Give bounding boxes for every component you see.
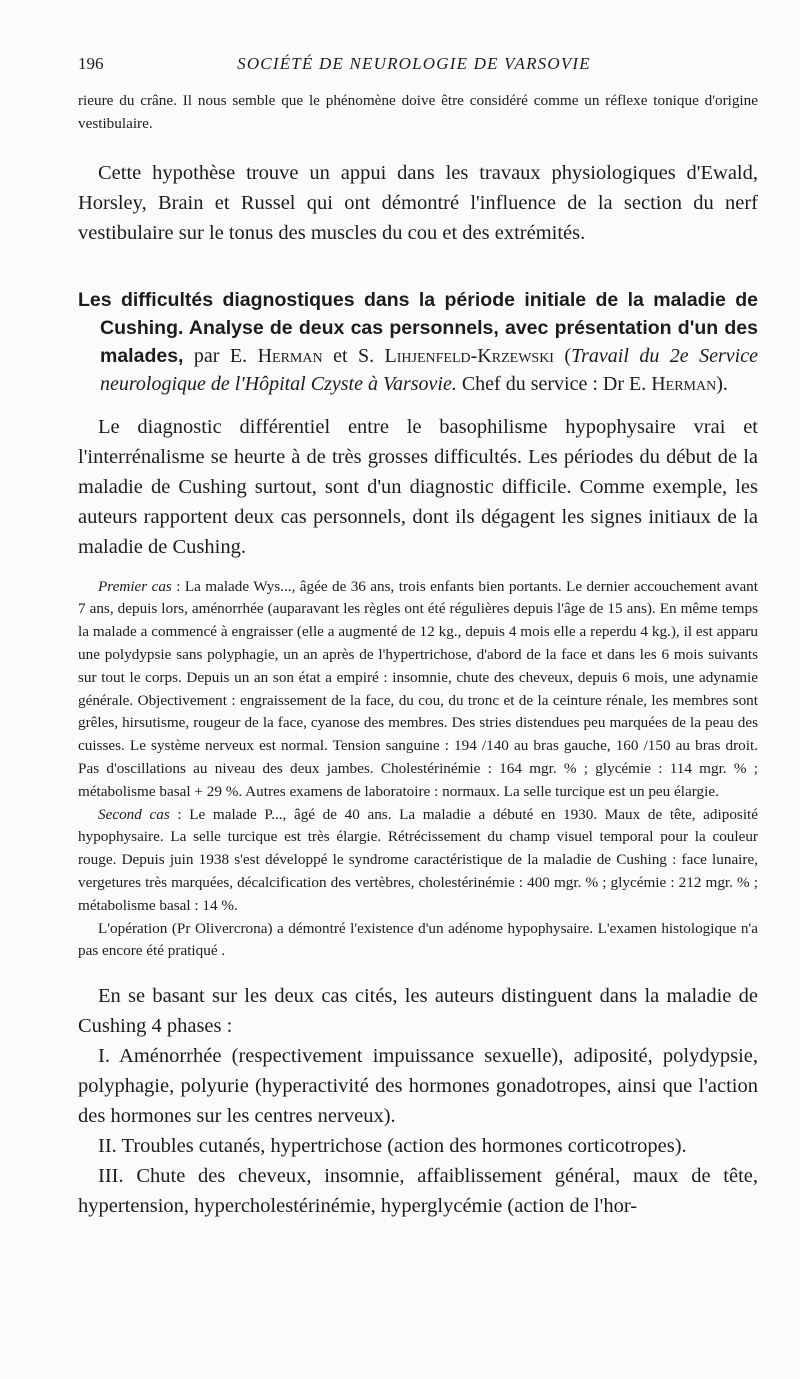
case-1 (78, 576, 758, 804)
case-1-text: : La malade Wys..., âgée de 36 ans, trois enfants bien portants. Le dernier accouchement avant 7 ans, depuis lors, aménorrhée (auparavant les règles ont été régulières depuis l'âge de 15 ans). En même temps la malade a commencé à engraisser (elle a augmenté de 12 kg., depuis 4 mois elle a reperdu 4 kg.), il est apparu une polydypsie sans polyphagie, un an après de l'hypertrichose, d'abord de la face et dans les 6 mois suivants sur tout le corps. Depuis un an son état a empiré : insomnie, chute des cheveux, depuis 6 mois, une adynamie générale. Objectivement : engraissement de la face, du cou, du tronc et de la ceinture rénale, les membres sont grêles, hirsutisme, rougeur de la face, cyanose des membres. Des stries distendues peu marquées de la peau des cuisses. Le système nerveux est normal. Tension sanguine : 194 /140 au bras gauche, 160 /150 au bras droit. Pas d'oscillations au niveau des deux jambes. Cholestérinémie : 164 mgr. % ; glycémie : 114 mgr. % ; métabolisme basal + 29 %. Autres examens de laboratoire : normaux. La selle turcique est un peu élargie. (78, 577, 759, 800)
section-close-paren: ). (716, 372, 728, 395)
case-2 (78, 804, 758, 918)
section-author-2: Lihjenfeld-Krzewski (384, 344, 554, 367)
section-par: par E. (183, 344, 258, 367)
operation-note: L'opération (Pr Olivercrona) a démontré l'existence d'un adénome hypophysaire. L'examen histologique n'a pas encore été pratiqué . (78, 919, 758, 960)
paragraph-phases-intro: En se basant sur les deux cas cités, les auteurs distinguent dans la maladie de Cushing 4 phases : (78, 985, 758, 1038)
section-affiliation: Travail du 2e Service neurologique de l'Hôpital Czyste à Varsovie. (100, 344, 758, 395)
page-body (78, 90, 758, 1221)
running-title: SOCIÉTÉ DE NEUROLOGIE DE VARSOVIE (237, 54, 591, 73)
page-number: 196 (78, 54, 104, 73)
page-header (78, 54, 750, 80)
case-2-text: : Le malade P..., âgé de 40 ans. La maladie a débuté en 1930. Maux de tête, adiposité hypophysaire. La selle turcique est très élargie. Rétrécissement du champ visuel temporal pour la couleur rouge. Depuis juin 1938 s'est développé le syndrome caractéristique de la maladie de Cushing : face lunaire, vergetures très marquées, décalcification des vertèbres, cholestérinémie : 400 mgr. % ; glycémie : 212 mgr. % ; métabolisme basal : 14 %. (78, 805, 759, 914)
phase-item: II. Troubles cutanés, hypertrichose (action des hormones corticotropes). (98, 1135, 687, 1158)
phase-item: I. Aménorrhée (respectivement impuissance sexuelle), adiposité, polydypsie, polyphagie, polyurie (hyperactivité des hormones gonadotropes, ainsi que l'action des hormones sur les centres nerveux). (78, 1045, 758, 1128)
paragraph-hypothesis: Cette hypothèse trouve un appui dans les travaux physiologiques d'Ewald, Horsley, Brain et Russel qui ont démontré l'influence de la section du nerf vestibulaire sur le tonus des muscles du cou et des extrémités. (78, 161, 758, 244)
section-open-paren: ( (553, 344, 572, 367)
section-et: et S. (322, 344, 385, 367)
section-chef-name: Herman (651, 372, 717, 395)
section-chef: Chef du service : Dr E. (456, 372, 652, 395)
section-author-1: Herman (257, 344, 323, 367)
phase-item: III. Chute des cheveux, insomnie, affaiblissement général, maux de tête, hypertension, hypercholestérinémie, hyperglycémie (action de l'hor- (78, 1165, 758, 1218)
section-title (78, 286, 758, 398)
section-title-bold: Les difficultés diagnostiques dans la période initiale de la maladie de Cushing. Analyse de deux cas personnels, avec présentation d'un des malades, (78, 288, 758, 367)
phases-list (78, 1041, 758, 1221)
case-2-label: Second cas (98, 805, 170, 823)
continuation-paragraph: rieure du crâne. Il nous semble que le phénomène doive être considéré comme un réflexe tonique d'origine vestibulaire. (78, 92, 758, 132)
paragraph-diagnostic: Le diagnostic différentiel entre le basophilisme hypophysaire vrai et l'interrénalisme se heurte à de très grosses difficultés. Les périodes du début de la maladie de Cushing surtout, sont d'un diagnostic difficile. Comme exemple, les auteurs rapportent deux cas personnels, dont ils dégagent les signes initiaux de la maladie de Cushing. (78, 415, 758, 558)
case-1-label: Premier cas (98, 577, 172, 595)
